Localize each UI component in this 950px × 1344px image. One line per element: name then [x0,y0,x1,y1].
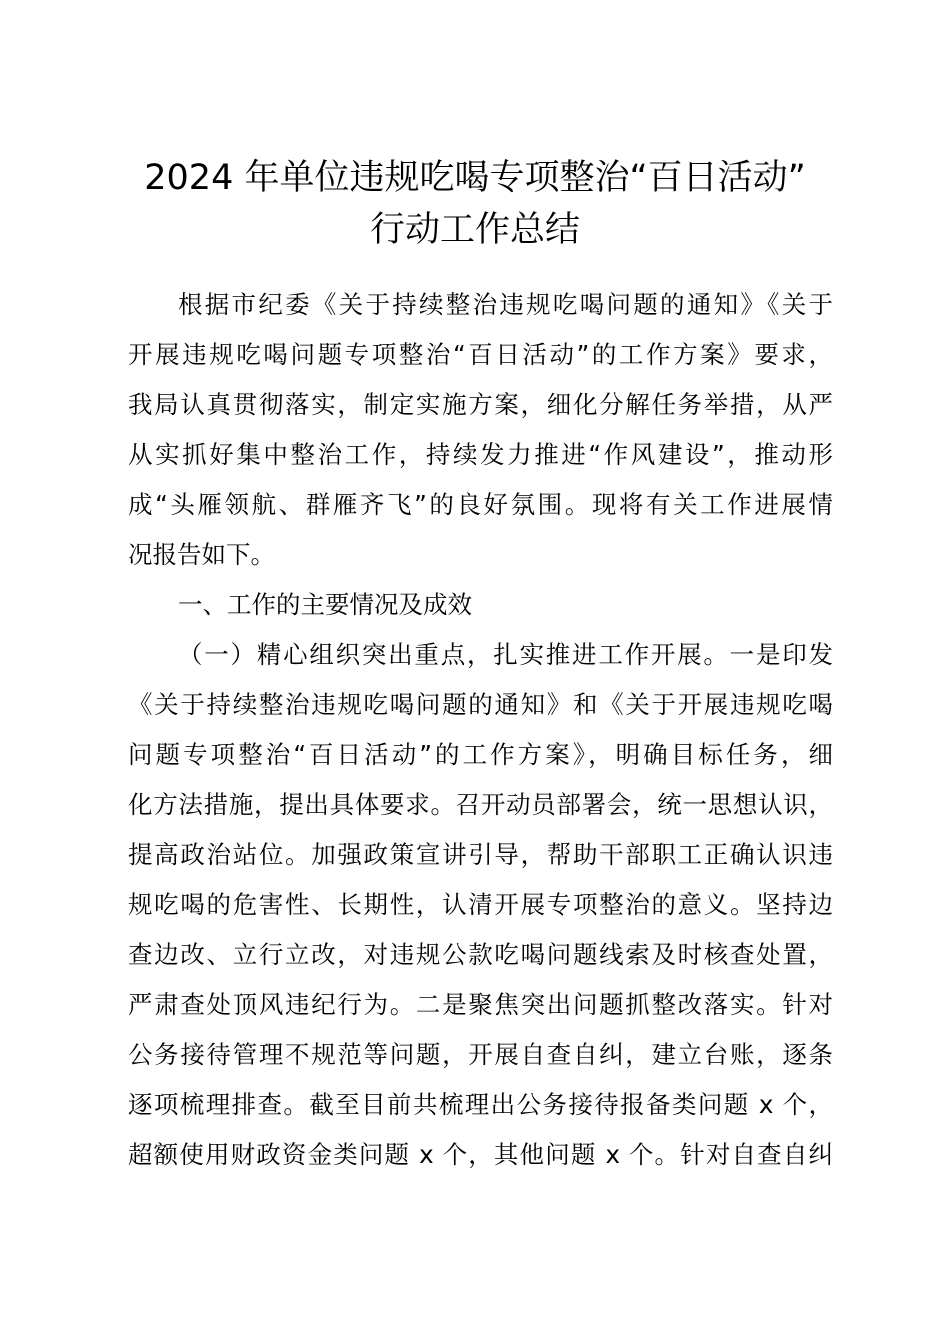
intro-line-3: 我局认真贯彻落实，制定实施方案，细化分解任务举措，从严 [128,390,833,419]
intro-line-5: 成“头雁领航、群雁齐飞”的良好氛围。现将有关工作进展情 [128,490,833,519]
body-line-9: 公务接待管理不规范等问题，开展自查自纠，建立台账，逐条 [128,1040,833,1069]
body-line-2: 《关于持续整治违规吃喝问题的通知》和《关于开展违规吃喝 [128,690,833,719]
document-title-line-1: 2024 年单位违规吃喝专项整治“百日活动” [144,158,806,198]
body-line-7: 查边改、立行立改，对违规公款吃喝问题线索及时核查处置， [128,940,833,969]
body-line-11: 超额使用财政资金类问题 x 个，其他问题 x 个。针对自查自纠 [128,1140,833,1169]
body-line-10: 逐项梳理排查。截至目前共梳理出公务接待报备类问题 x 个， [128,1090,833,1119]
intro-line-1: 根据市纪委《关于持续整治违规吃喝问题的通知》《关于 [178,290,833,319]
body-line-4: 化方法措施，提出具体要求。召开动员部署会，统一思想认识， [128,790,833,819]
body-line-1: （一）精心组织突出重点，扎实推进工作开展。一是印发 [178,640,833,669]
document-title-line-2: 行动工作总结 [369,210,580,250]
intro-line-4: 从实抓好集中整治工作，持续发力推进“作风建设”，推动形 [128,440,833,469]
body-line-8: 严肃查处顶风违纪行为。二是聚焦突出问题抓整改落实。针对 [128,990,833,1019]
body-line-3: 问题专项整治“百日活动”的工作方案》，明确目标任务，细 [128,740,833,769]
intro-line-6: 况报告如下。 [128,540,275,569]
intro-line-2: 开展违规吃喝问题专项整治“百日活动”的工作方案》要求， [128,340,833,369]
body-line-6: 规吃喝的危害性、长期性，认清开展专项整治的意义。坚持边 [128,890,833,919]
section-heading: 一、工作的主要情况及成效 [178,590,472,619]
body-line-5: 提高政治站位。加强政策宣讲引导，帮助干部职工正确认识违 [128,840,833,869]
